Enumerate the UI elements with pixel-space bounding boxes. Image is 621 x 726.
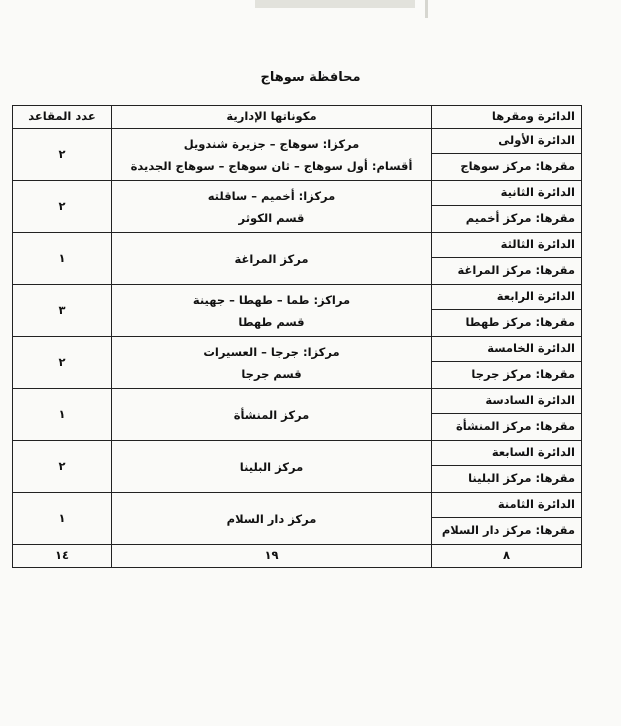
district-row — [13, 389, 582, 414]
district-units — [112, 129, 432, 181]
district-name: الدائرة السابعة — [432, 441, 582, 466]
page-title: محافظة سوهاج — [260, 70, 361, 85]
unit-line: مركزا: أخميم – ساقلته — [207, 188, 336, 203]
district-headquarters: مقرها: مركز سوهاج — [432, 154, 582, 181]
district-row — [13, 493, 582, 518]
district-name: الدائرة الثانية — [432, 181, 582, 206]
district-seats: ١ — [13, 493, 112, 545]
district-name: الدائرة الخامسة — [432, 337, 582, 362]
district-seats: ٣ — [13, 285, 112, 337]
table-header-row — [13, 106, 582, 129]
table-body — [13, 129, 582, 545]
district-row — [13, 129, 582, 154]
district-headquarters: مقرها: مركز دار السلام — [432, 518, 582, 545]
district-row — [13, 441, 582, 466]
unit-line: أقسام: أول سوهاج – ثان سوهاج – سوهاج الجديدة — [130, 158, 413, 173]
district-seats: ٢ — [13, 181, 112, 233]
district-headquarters: مقرها: مركز طهطا — [432, 310, 582, 337]
district-row — [13, 285, 582, 310]
district-headquarters: مقرها: مركز المنشأة — [432, 414, 582, 441]
unit-line: مركزا: جرجا – العسيرات — [203, 344, 340, 359]
district-row — [13, 181, 582, 206]
district-name: الدائرة الرابعة — [432, 285, 582, 310]
unit-line: مراكز: طما – طهطا – جهينة — [192, 292, 351, 307]
district-units — [112, 441, 432, 493]
totals-row — [13, 545, 582, 568]
header-units: مكوناتها الإدارية — [112, 106, 432, 129]
unit-line: مركز المنشأة — [233, 407, 310, 422]
district-seats: ٢ — [13, 441, 112, 493]
district-units — [112, 493, 432, 545]
district-row — [13, 337, 582, 362]
district-row — [13, 233, 582, 258]
unit-line: مركز البلينا — [239, 459, 304, 474]
unit-line: قسم جرجا — [241, 366, 302, 381]
header-district: الدائرة ومقرها — [432, 106, 582, 129]
district-headquarters: مقرها: مركز البلينا — [432, 466, 582, 493]
district-name: الدائرة الأولى — [432, 129, 582, 154]
district-headquarters: مقرها: مركز أخميم — [432, 206, 582, 233]
district-units — [112, 181, 432, 233]
header-seats: عدد المقاعد — [13, 106, 112, 129]
district-seats: ٢ — [13, 129, 112, 181]
total-seats: ١٤ — [13, 545, 112, 568]
unit-line: مركزا: سوهاج – جزيرة شندويل — [183, 136, 360, 151]
total-districts: ٨ — [432, 545, 582, 568]
district-name: الدائرة السادسة — [432, 389, 582, 414]
unit-line: مركز المراغة — [234, 251, 309, 266]
district-units — [112, 337, 432, 389]
district-seats: ١ — [13, 389, 112, 441]
unit-line: قسم الكوثر — [238, 210, 305, 225]
district-name: الدائرة الثالثة — [432, 233, 582, 258]
unit-line: قسم طهطا — [238, 314, 305, 329]
district-seats: ١ — [13, 233, 112, 285]
district-seats: ٢ — [13, 337, 112, 389]
district-headquarters: مقرها: مركز جرجا — [432, 362, 582, 389]
total-units: ١٩ — [112, 545, 432, 568]
district-headquarters: مقرها: مركز المراغة — [432, 258, 582, 285]
district-units — [112, 233, 432, 285]
district-units — [112, 285, 432, 337]
districts-table — [12, 105, 582, 568]
scan-artifact — [0, 0, 621, 22]
district-name: الدائرة الثامنة — [432, 493, 582, 518]
district-units — [112, 389, 432, 441]
unit-line: مركز دار السلام — [226, 511, 317, 526]
